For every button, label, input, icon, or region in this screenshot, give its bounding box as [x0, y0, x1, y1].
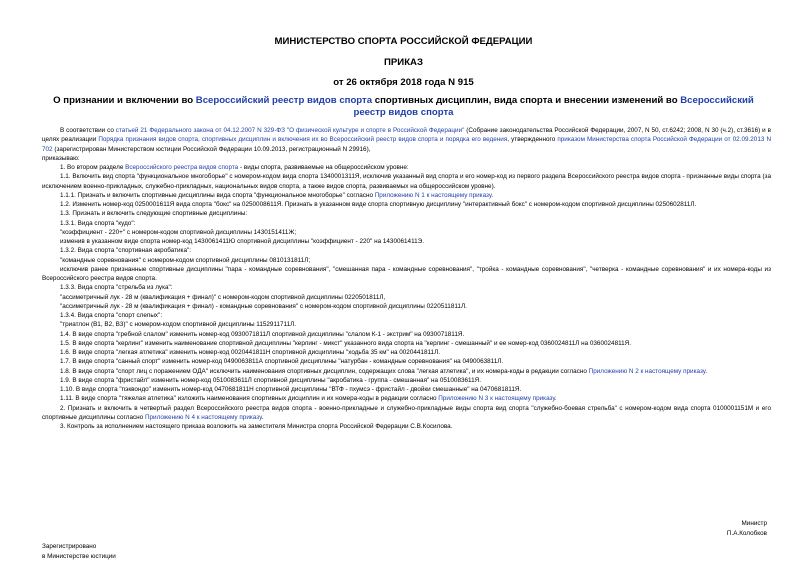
- text: .: [261, 413, 264, 421]
- title-registry-link-2[interactable]: Всероссийский реестр видов спорта: [353, 95, 754, 118]
- paragraph-archery-1: "ассиметричный лук - 28 м (квалификация + финал)" с номером-кодом спортивной дисциплины 0220501811Л,: [60, 293, 386, 301]
- paragraph-3: 3. Контроль за исполнением настоящего приказа возложить на заместителя Министра спорта Российской Федерации С.В.Косилова.: [60, 423, 453, 430]
- paragraph-1-8: [42, 367, 771, 376]
- text: .: [554, 395, 557, 403]
- text: 1.1.1. Признать и включить спортивные дисциплины вида спорта "функциональное многоборье" согласно: [60, 191, 375, 199]
- paragraph-1-11: [42, 394, 771, 403]
- paragraph-1-4: 1.4. В виде спорта "гребной слалом" изменить номер-код 0930071811Л спортивной дисциплины "слалом К-1 - экстрим" на 0930071811Я.: [60, 330, 465, 338]
- paragraph-1-9: 1.9. В виде спорта "фристайл" изменить номер-код 0510083611Л спортивной дисциплины "акробатика - группа - смешанная" на 0510083611Я.: [60, 376, 481, 384]
- appendix-3-link[interactable]: Приложению N 3 к настоящему приказу: [438, 395, 555, 403]
- paragraph-1-10: 1.10. В виде спорта "пэквондо" изменить номер-код 0470681811Н спортивной дисциплины "ВТФ - пхумсэ - фристайл - двойки смешанные" на 0470681811Я.: [60, 386, 522, 393]
- text: .: [491, 191, 494, 199]
- doc-type-heading: ПРИКАЗ: [384, 57, 423, 68]
- text: (зарегистрирован Министерством юстиции Российской Федерации 10.09.2013, регистрационный N 29916),: [52, 145, 371, 153]
- law-article-link[interactable]: статьей 21 Федерального закона от 04.12.2007 N 329-ФЗ "О физической культуре и спорте в Российской Федерации": [115, 127, 465, 134]
- paragraph-1: [42, 163, 771, 172]
- signature-name: П.А.Колобков: [726, 530, 767, 537]
- appendix-4-link[interactable]: Приложению N 4 к настоящему приказу: [144, 413, 262, 421]
- paragraph-1-1: 1.1. Включить вид спорта "функциональное многоборье" с номером-кодом вида спорта 1340001311Я, исключив указанный вид спорта и его номер-код из первого раздела Всероссийского реестра видов спорта - признанные виды спорта (за исключением военно-прикладных, служебно-прикладных, национальных видов спорта, а также видов спорта, развиваемых на общероссийском уровне).: [42, 173, 771, 190]
- paragraph-1-3: 1.3. Признать и включить следующие спортивные дисциплины:: [60, 210, 248, 218]
- text: 2. Признать и включить в четвертый раздел Всероссийского реестра видов спорта - военно-прикладные и служебно-прикладные виды спорта вид спорта "служебно-боевая стрельба" с номером-кодом вида спорта 0100001151М и его спортивные дисциплины согласно: [42, 404, 771, 421]
- document-title: [40, 95, 767, 119]
- text: - виды спорта, развиваемые на общероссийском уровне:: [238, 164, 409, 171]
- text: 1.8. В виде спорта "спорт лиц с поражением ОДА" исключить наименования спортивных дисциплин, содержащих слова "легкая атлетика", и их номера-коды в редакции согласно: [60, 367, 589, 375]
- text: В соответствии со: [60, 127, 116, 134]
- order-702-link[interactable]: приказом Министерства спорта Российской Федерации от 02.09.2013 N 702: [42, 136, 772, 153]
- paragraph-kudo-2: изменив в указанном виде спорта номер-код 1430061411Ю спортивной дисциплины "коэффициент - 220" на 1430061411Э.: [60, 238, 424, 245]
- paragraph-acro-2: исключив ранее признанные спортивные дисциплины "пара - командные соревнования", "смешанная пара - командные соревнования", "тройка - командные соревнования", "четверка - командные соревнования" и их номера-коды из Всероссийского реестра видов спорта.: [42, 265, 771, 282]
- appendix-1-link[interactable]: Приложению N 1 к настоящему приказу: [374, 191, 492, 199]
- paragraph-1-7: 1.7. В виде спорта "санный спорт" изменить номер-код 0490063811А спортивной дисциплины "натурбан - командные соревнования" на 0490063811Л.: [60, 358, 504, 366]
- title-part-1: О признании и включении во: [53, 95, 196, 106]
- paragraph-kudo-1: "коэффициент - 220+" с номером-кодом спортивной дисциплины 1430151411Ж;: [60, 228, 297, 236]
- paragraph-1-3-4: 1.3.4. Вида спорта "спорт слепых":: [60, 312, 163, 319]
- paragraph-1-3-3: 1.3.3. Вида спорта "стрельба из лука":: [60, 284, 173, 292]
- registration-line-1: Зарегистрировано: [42, 543, 97, 550]
- paragraph-1-3-1: 1.3.1. Вида спорта "кудо":: [60, 219, 136, 227]
- paragraph-blind-1: "триатлон (В1, В2, В3)" с номером-кодом спортивной дисциплины 1152911711Л.: [60, 321, 297, 329]
- registry-link[interactable]: Всероссийского реестра видов спорта: [125, 164, 239, 171]
- text: .: [705, 367, 708, 375]
- paragraph-1-5: 1.5. В виде спорта "керлинг" изменить наименование спортивной дисциплины "керлинг - микст" указанного вида спорта на "керлинг - смешанный" и ее номер-код 0360024811Л на 0360024811Я.: [60, 339, 632, 347]
- date-number-heading: от 26 октября 2018 года N 915: [333, 77, 474, 88]
- paragraph-1-3-2: 1.3.2. Вида спорта "спортивная акробатика":: [60, 247, 192, 255]
- appendix-2-link[interactable]: Приложению N 2 к настоящему приказу: [588, 367, 706, 375]
- text: 1. Во втором разделе: [60, 164, 126, 171]
- text: 1.11. В виде спорта "тяжелая атлетика" изложить наименования спортивных дисциплин и их номера-коды в редакции согласно: [60, 395, 439, 403]
- registration-line-2: в Министерстве юстиции: [42, 553, 116, 560]
- text: , утвержденного: [507, 136, 558, 144]
- paragraph-1-6: 1.6. В виде спорта "легкая атлетика" изменить номер-код 0020441811Н спортивной дисциплины "ходьба 35 км" на 0020441811Л.: [60, 349, 440, 356]
- paragraph-acro-1: "командные соревнования" с номером-кодом спортивной дисциплины 0810131811Л;: [60, 256, 311, 264]
- paragraph-archery-2: "ассиметричный лук - 28 м (квалификация + финал) - командные соревнования" с номером-кодом спортивной дисциплины 0220511811Л.: [60, 302, 467, 310]
- paragraph-order: приказываю:: [42, 154, 80, 162]
- paragraph-2: [42, 404, 771, 423]
- paragraph-preamble: [42, 126, 771, 154]
- document-body: [42, 126, 771, 431]
- ministry-heading: МИНИСТЕРСТВО СПОРТА РОССИЙСКОЙ ФЕДЕРАЦИИ: [274, 36, 533, 47]
- paragraph-1-1-1: [42, 191, 771, 200]
- procedure-link[interactable]: Порядка признания видов спорта, спортивных дисциплин и включения их во Всероссийский реестр видов спорта и порядка его ведения: [98, 136, 508, 144]
- text: (Собрание законодательства Российской Федерации, 2007, N 50, ст.6242; 2008, N 30 (ч.2), ст.3616) и в целях реализации: [42, 127, 771, 144]
- title-registry-link-1[interactable]: Всероссийский реестр видов спорта: [195, 95, 373, 106]
- signature-position: Министр: [741, 520, 767, 527]
- title-part-2: спортивных дисциплин, вида спорта и внесении изменений во: [372, 95, 681, 106]
- paragraph-1-2: 1.2. Изменить номер-код 0250001611Я вида спорта "бокс" на 0250008611Я. Признать в указанном виде спорта спортивную дисциплину "интерактивный бокс" с номером-кодом спортивной дисциплины 0250602811Л.: [60, 201, 697, 208]
